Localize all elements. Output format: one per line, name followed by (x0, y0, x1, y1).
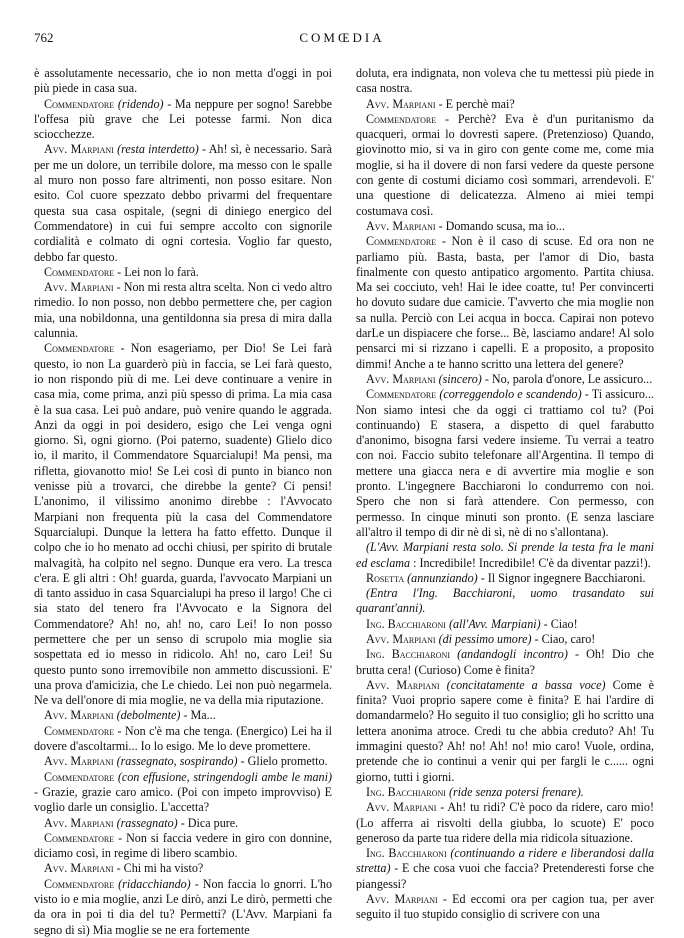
dialogue-text: - Ah! sì, è necessario. Sarà per me un dolore, un terribile dolore, ma messo con le spalle al muro non posso fare altrimenti, non posso esitare. Non esito. Col cuore spezzato debbo privarmi del frequentare questa sua casa ospitale, (segni di diniego energico del Commendatore) in cui fui sempre accolto con signorile cordialità e colmato di ogni cortesia. Voglio far questo, debbo far questo. (34, 142, 332, 264)
stage-direction: (resta interdetto) (117, 142, 199, 157)
stage-direction: (andandogli incontro) (457, 647, 568, 662)
speaker-name: Avv. Marpiani (44, 708, 114, 723)
speaker-name: Avv. Marpiani (366, 677, 440, 692)
dialogue-text: - Non c'è ma che tenga. (Energico) Lei ha il dovere d'ascoltarmi... Io lo esigo. Me lo deve promettere. (34, 723, 332, 754)
dialogue-paragraph (34, 66, 332, 97)
stage-direction: (rassegnato, sospirando) (116, 754, 238, 769)
speaker-name: Commendatore (366, 387, 437, 402)
speaker-name: Commendatore (366, 234, 437, 249)
dialogue-paragraph (356, 571, 654, 586)
speaker-name: Rosetta (366, 570, 405, 585)
dialogue-paragraph (34, 724, 332, 755)
page-header (34, 30, 650, 52)
speaker-name: Avv. Marpiani (366, 218, 436, 233)
dialogue-text: - Lei non lo farà. (114, 264, 199, 279)
dialogue-text: è assolutamente necessario, che io non metta d'oggi in poi più piede in casa sua. (34, 66, 332, 96)
dialogue-text: - Domando scusa, ma io... (435, 218, 565, 233)
dialogue-text: - Non faccia lo gnorri. L'ho visto io e mia moglie, anzi Le dirò, anzi Le dirò, permetti che da ora in poi ti dia del tu? Permetti? (L'Avv. Marpiani fa segno di sì) Mia moglie se ne era fortemente (34, 876, 333, 937)
dialogue-text: - Ah! tu ridi? C'è poco da ridere, caro mio! (Lo afferra ai risvolti della giubba, lo scuote) E' poco generoso da parte tua ridere della mia ridicola situazione. (356, 800, 654, 845)
speaker-name: Avv. Marpiani (44, 754, 114, 769)
speaker-name: Ing. Bacchiaroni (366, 846, 447, 861)
stage-direction: (debolmente) (116, 708, 181, 723)
dialogue-text: - Ciao, caro! (531, 631, 596, 646)
dialogue-paragraph (356, 540, 654, 571)
stage-direction: (continuando a ridere e liberandosi dalla stretta) (356, 846, 654, 876)
dialogue-paragraph (356, 785, 654, 800)
speaker-name: Avv. Marpiani (366, 631, 436, 646)
dialogue-text: - Chi mi ha visto? (113, 861, 204, 876)
left-column (34, 66, 332, 938)
dialogue-paragraph (356, 892, 654, 923)
speaker-name: Avv. Marpiani (44, 280, 114, 295)
stage-direction: (di pessimo umore) (438, 631, 532, 646)
dialogue-text: - E perchè mai? (435, 96, 515, 111)
speaker-name: Commendatore (44, 830, 115, 845)
dialogue-text: - Non mi resta altra scelta. Non ci vedo altro rimedio. Io non posso, non debbo permettere che, per cagion mia, una nobildonna, una gentildonna sia presa di mira dalla calunnia. (34, 280, 332, 341)
dialogue-text: - No, parola d'onore, Le assicuro... (481, 371, 653, 386)
speaker-name: Avv. Marpiani (366, 892, 438, 907)
dialogue-paragraph (34, 831, 332, 862)
dialogue-text: - Ed eccomi ora per cagion tua, per aver seguito il tuo stupido consiglio di scrivere con una (356, 892, 654, 922)
dialogue-paragraph (356, 586, 654, 617)
dialogue-text: Come è finita? Vuoi proprio sapere come è finita? E hai l'ardire di domandarmelo? Ho seguito il tuo consiglio; gli ho scritto una lettera anonima atroce. Credi tu che abbia creduto? Ah! Tu immagini questo? Ah! no! Ah! no! mio caro! Vuole, ordina, pretende che io continui a venir qui per fargli le c...... ogni giorno, tutti i giorni. (356, 677, 654, 784)
dialogue-paragraph (356, 219, 654, 234)
speaker-name: Commendatore (44, 723, 115, 738)
dialogue-paragraph (356, 372, 654, 387)
dialogue-paragraph (356, 66, 654, 97)
dialogue-paragraph (356, 800, 654, 846)
right-column (356, 66, 654, 923)
dialogue-paragraph (34, 816, 332, 831)
dialogue-text: doluta, era indignata, non voleva che tu mettessi più piede in casa nostra. (356, 66, 654, 96)
dialogue-paragraph (34, 341, 332, 708)
dialogue-paragraph (356, 617, 654, 632)
dialogue-text: - Non è il caso di scuse. Ed ora non ne parliamo più. Basta, basta, per l'amor di Dio, basta finalmente con questo antipatico argomento. Partita chiusa. Ma sei cocciuto, veh! Hai le idee coatte, tu! Per convincerti ho dovuto sudare due camicie. T'avverto che mia moglie non sa nulla. Perciò con Lei acqua in bocca. Capirai non potevo darLe un dispiacere che forse... Bè, lasciamo andare! Al solo pensarci mi si rizzano i capelli. E a proposito, a proposito dimmi! Anche a te hanno scritto una lettera del genere? (356, 234, 654, 371)
dialogue-text: - Ciao! (540, 616, 578, 631)
dialogue-paragraph (34, 280, 332, 341)
dialogue-text: - Grazie, grazie caro amico. (Poi con impeto improvviso) E voglio darle un consiglio. L'accetta? (34, 784, 332, 815)
speaker-name: Avv. Marpiani (44, 142, 114, 157)
running-title: COMŒDIA (299, 30, 385, 45)
dialogue-text: : Incredibile! Incredibile! C'è da diventar pazzi!). (410, 555, 651, 570)
dialogue-text: - Dica pure. (177, 815, 239, 830)
speaker-name: Avv. Marpiani (44, 815, 114, 830)
dialogue-text: - Glielo prometto. (237, 754, 328, 769)
dialogue-paragraph (356, 234, 654, 372)
dialogue-paragraph (34, 770, 332, 816)
stage-direction: (correggendolo e scandendo) (439, 387, 582, 402)
stage-direction: (Entra l'Ing. Bacchiaroni, uomo trasandato sui quarant'anni). (356, 586, 654, 616)
dialogue-paragraph (34, 754, 332, 769)
dialogue-paragraph (34, 877, 332, 938)
dialogue-paragraph (356, 112, 654, 219)
dialogue-text: - Oh! Dio che brutta cera! (Curioso) Come è finita? (356, 647, 654, 677)
dialogue-text: - Non si faccia vedere in giro con donnine, diciamo così, in regime di libero scambio. (34, 830, 332, 861)
dialogue-text: - Non esageriamo, per Dio! Se Lei farà questo, io non La guarderò più in faccia, se Lei farà questo, io non rispondo più di me. Lei deve continuare a venire in casa mia, come prima, anzi più spesso di prima. La mia casa è la sua casa. Lei può andare, può venire quando le aggrada. Anzi da oggi in poi desidero, esigo che Lei venga ogni giorno. Sì, ogni giorno. (Poi paterno, suadente) Glielo dico io, il marito, il Commendatore Squarcialupi! Ma pensi, ma rifletta, giovanotto mio! Se Lei così di punto in bianco non venisse più a trovarci, che direbbe la gente? Ci pensi! L'anonimo, il vilissimo anonimo direbbe : l'Avvocato Marpiani non frequenta più la casa del Commendatore Squarcialupi. Dunque la lettera ha fatto effetto. Dunque il colpo che io ho menato ad occhi chiusi, per spirito di brutale malvagità, ha colpito nel segno. Dunque era vero. La tresca c'era. E gli altri : Oh! guarda, guarda, l'avvocato Marpiani un dì tanto assiduo in casa Squarcialupi ha preso il largo! Che ci sia stato del tenero fra l'Avvocato e la Signora del Commendatore? Ah! no, ah! no, caro Lei! Io non posso permettere che per un senso di scrupolo mia moglie sia sospettata ed io messo in ridicolo. Ah! no, caro Lei! Su questo punto sono irremovibile non ammetto discussioni. E' una prova d'amicizia, che Le chiedo. Lei non può negarmela. Ne va dell'onore di mia moglie, ne va della mia riputazione. (34, 341, 332, 708)
speaker-name: Commendatore (44, 264, 115, 279)
speaker-name: Avv. Marpiani (366, 96, 436, 111)
dialogue-paragraph (356, 632, 654, 647)
dialogue-paragraph (34, 708, 332, 723)
dialogue-paragraph (34, 97, 332, 143)
dialogue-paragraph (34, 142, 332, 264)
dialogue-paragraph (34, 861, 332, 876)
dialogue-paragraph (356, 387, 654, 540)
dialogue-paragraph (356, 97, 654, 112)
page-number: 762 (34, 30, 54, 45)
dialogue-text: - E che cosa vuoi che faccia? Pretenderesti forse che piangessi? (356, 861, 654, 891)
dialogue-paragraph (356, 678, 654, 785)
speaker-name: Commendatore (366, 111, 437, 126)
speaker-name: Ing. Bacchiaroni (366, 616, 446, 631)
dialogue-text: - Perchè? Eva è d'un puritanismo da quacqueri, ormai lo dovresti sapere. (Pretenzioso) Quando, giovinotto mio, si va in giro con gente come me, come mia moglie, si ha il dovere di non farsi vedere da queste persone con gente di costumi diciamo così sommari, arrendevoli. E' una questione di delicatezza. Almeno ai miei tempi costumava così. (356, 111, 654, 218)
stage-direction: (sincero) (438, 371, 482, 386)
dialogue-text: - Il Signor ingegnere Bacchiaroni. (477, 570, 646, 585)
speaker-name: Avv. Marpiani (44, 861, 114, 876)
speaker-name: Avv. Marpiani (366, 800, 437, 815)
stage-direction: (annunziando) (407, 570, 478, 585)
stage-direction: (ridacchiando) (118, 876, 191, 891)
stage-direction: (all'Avv. Marpiani) (448, 616, 541, 631)
stage-direction: (con effusione, stringendogli ambe le mani) (117, 769, 332, 784)
dialogue-paragraph (356, 647, 654, 678)
stage-direction: (ride senza potersi frenare). (448, 784, 584, 799)
dialogue-text: - Ti assicuro... Non siamo intesi che da oggi ci trattiamo col tu? (Poi continuando) E stasera, a dispetto di quel farabutto d'anonimo, bisogna farsi vedere insieme. Tu verrai a teatro con noi. Faccio subito telefonare all'Argentina. Il tempo di mettere una giacca nera e di avvertire mia moglie e son pronto. L'ingegnere Bacchiaroni lo condurremo con noi. Spero che non si farà attendere. Con permesso, con permesso. In cinque minuti son pronto. (E senza lasciare all'altro il tempo di dir nè di sì, nè di no s'allontana). (356, 387, 654, 539)
stage-direction: (concitatamente a bassa voce) (446, 677, 606, 692)
speaker-name: Commendatore (44, 876, 115, 891)
speaker-name: Ing. Bacchiaroni (366, 647, 450, 662)
stage-direction: (rassegnato) (116, 815, 178, 830)
dialogue-text: - Ma... (180, 708, 216, 723)
speaker-name: Avv. Marpiani (366, 371, 436, 386)
dialogue-paragraph (356, 846, 654, 892)
stage-direction: (L'Avv. Marpiani resta solo. Si prende la testa fra le mani ed esclama (356, 540, 654, 570)
stage-direction: (ridendo) (117, 96, 164, 111)
speaker-name: Ing. Bacchiaroni (366, 784, 446, 799)
speaker-name: Commendatore (44, 341, 115, 356)
speaker-name: Commendatore (44, 96, 115, 111)
speaker-name: Commendatore (44, 769, 115, 784)
dialogue-text: - Ma neppure per sogno! Sarebbe l'offesa più grave che Lei potesse farmi. Non dica sciocchezze. (34, 96, 332, 142)
dialogue-paragraph (34, 265, 332, 280)
